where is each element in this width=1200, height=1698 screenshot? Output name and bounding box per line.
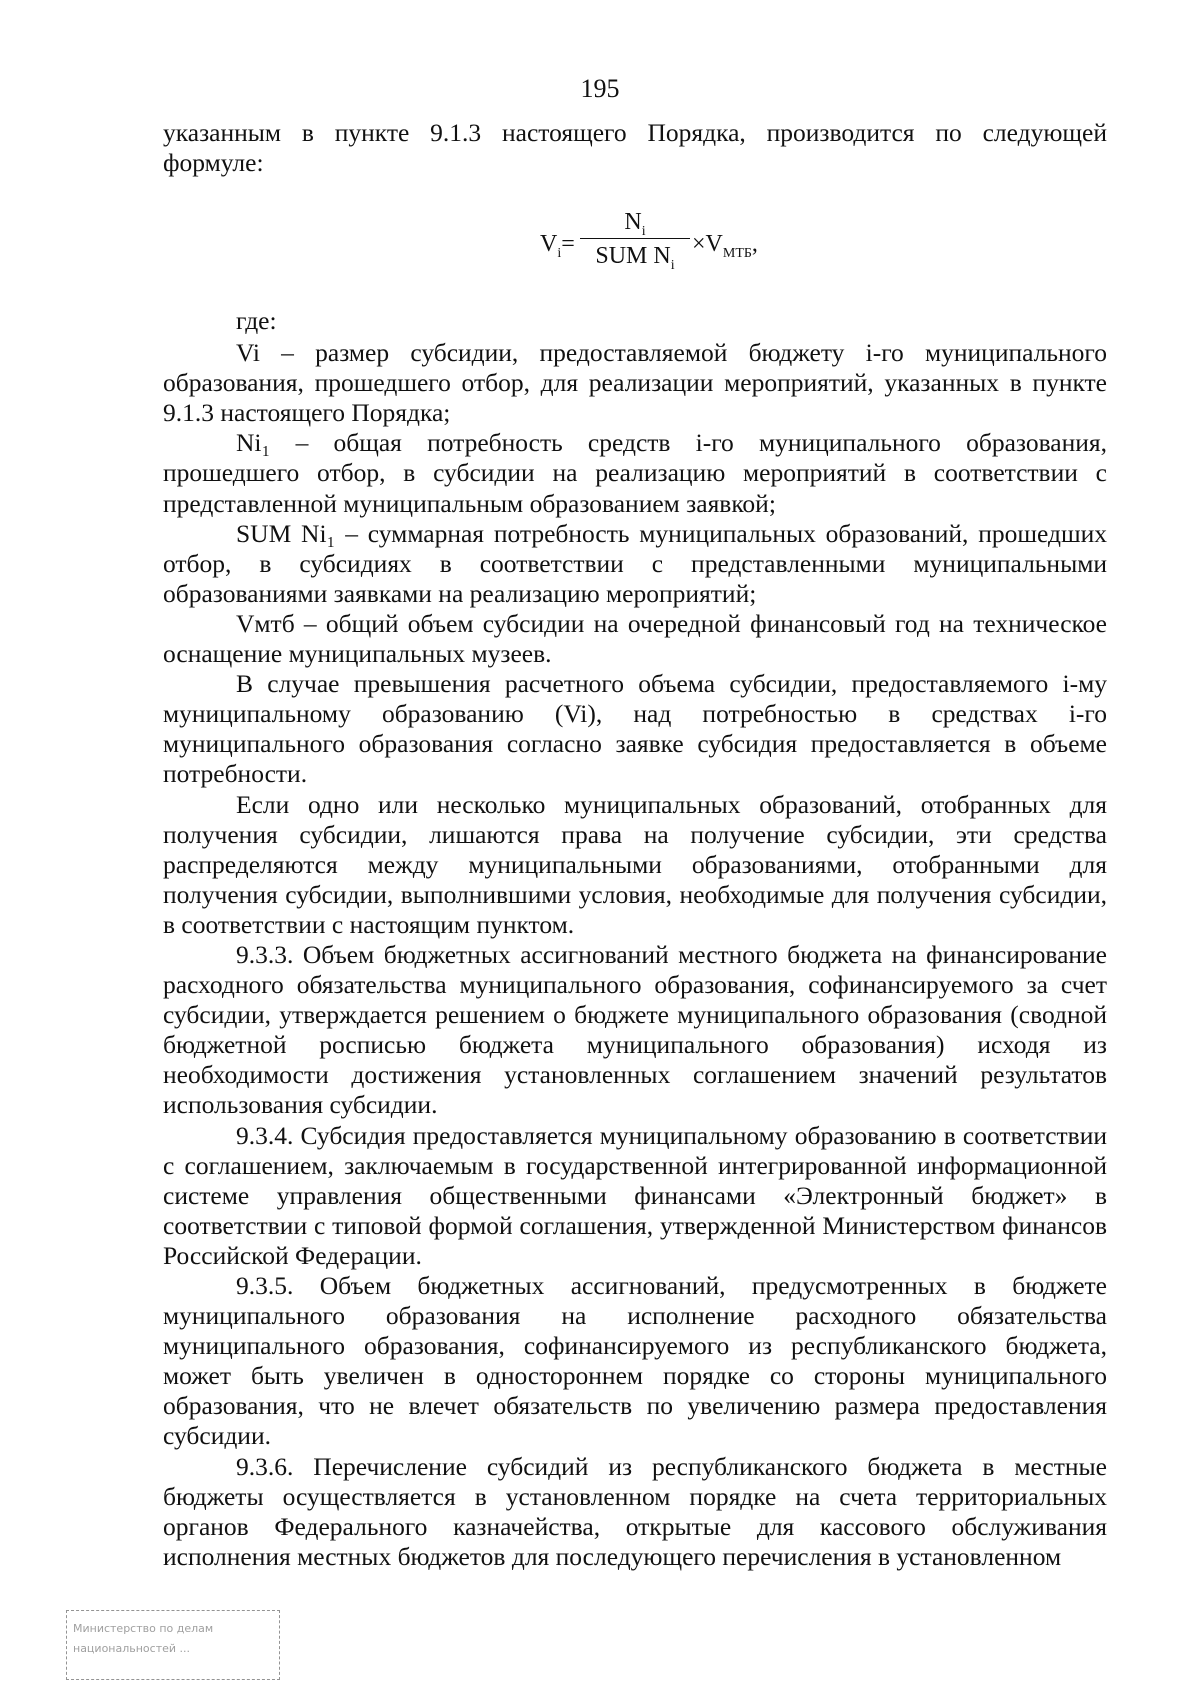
intro-text [163,118,1107,178]
paragraph: Если одно или несколько муниципальных образований, отобранных для получения субсидии, лишаются права на получение субсидии, эти средства распределяются между муниципальными образованиями, отобранными для получения субсидии, выполнившими условия, необходимые для получения субсидии, в соответствии с настоящим пунктом. [163,789,1107,939]
formula-fraction [580,208,690,273]
where-label: где: [236,306,277,335]
paragraph: 9.3.4. Субсидия предоставляется муниципальному образованию в соответствии с соглашением, заключаемым в государственной интегрированной информационной системе управления общественными финансами «Электронный бюджет» в соответствии с типовой формой соглашения, утвержденной Министерством финансов Российской Федерации. [163,1120,1107,1270]
intro-line-1: указанным в пункте 9.1.3 настоящего Порядка, производится по следующей [163,118,1107,147]
intro-line-2: формуле: [163,148,264,178]
formula-lhs: $V_i=$ [540,231,575,261]
stamp-line-1: Министерство по делам [73,1622,214,1635]
formula-numerator: $N_i$ [624,209,646,239]
paragraph: В случае превышения расчетного объема субсидии, предоставляемого i-му муниципальному образованию (Vi), над потребностью в средствах i-го муниципального образования согласно заявке субсидия предоставляется в объеме потребности. [163,669,1107,789]
paragraph: 9.3.5. Объем бюджетных ассигнований, предусмотренных в бюджете муниципального образования на исполнение расходного обязательства муниципального образования, софинансируемого из республиканского бюджета, может быть увеличен в одностороннем порядке со стороны муниципального образования, что не влечет обязательств по увеличению размера предоставления субсидии. [163,1271,1107,1451]
page-number: 195 [580,74,620,103]
formula-denominator: SUM $N_i$ [595,243,675,273]
formula-rhs: $\times V_{МТБ}$, [692,231,758,261]
paragraph: 9.3.6. Перечисление субсидий из республиканского бюджета в местные бюджеты осуществляется в установленном порядке на счета территориальных органов Федерального казначейства, открытые для кассового обслуживания исполнения местных бюджетов для последующего перечисления в установленном [163,1451,1107,1571]
paragraph: 9.3.3. Объем бюджетных ассигнований местного бюджета на финансирование расходного обязательства муниципального образования, софинансируемого за счет субсидии, утверждается решением о бюджете муниципального образования (сводной бюджетной росписью бюджета муниципального образования) исходя из необходимости достижения установленных соглашением значений результатов использования субсидии. [163,939,1107,1120]
paragraph: Ni₁ – общая потребность средств i-го муниципального образования, прошедшего отбор, в субсидии на реализацию мероприятий в соответствии с представленной муниципальным образованием заявкой; [163,428,1107,518]
stamp-line-2: национальностей ... [73,1642,191,1655]
paragraph: Vi – размер субсидии, предоставляемой бюджету i-го муниципального образования, прошедшего отбор, для реализации мероприятий, указанных в пункте 9.1.3 настоящего Порядка; [163,338,1107,428]
paragraph: SUM Ni₁ – суммарная потребность муниципальных образований, прошедших отбор, в субсидиях в соответствии с представленными муниципальными образованиями заявками на реализацию мероприятий; [163,518,1107,608]
ministry-stamp [66,1610,280,1680]
paragraph: Vмтб – общий объем субсидии на очередной финансовый год на техническое оснащение муниципальных музеев. [163,608,1107,669]
fraction-bar [580,238,690,239]
body-text [163,306,1107,1572]
